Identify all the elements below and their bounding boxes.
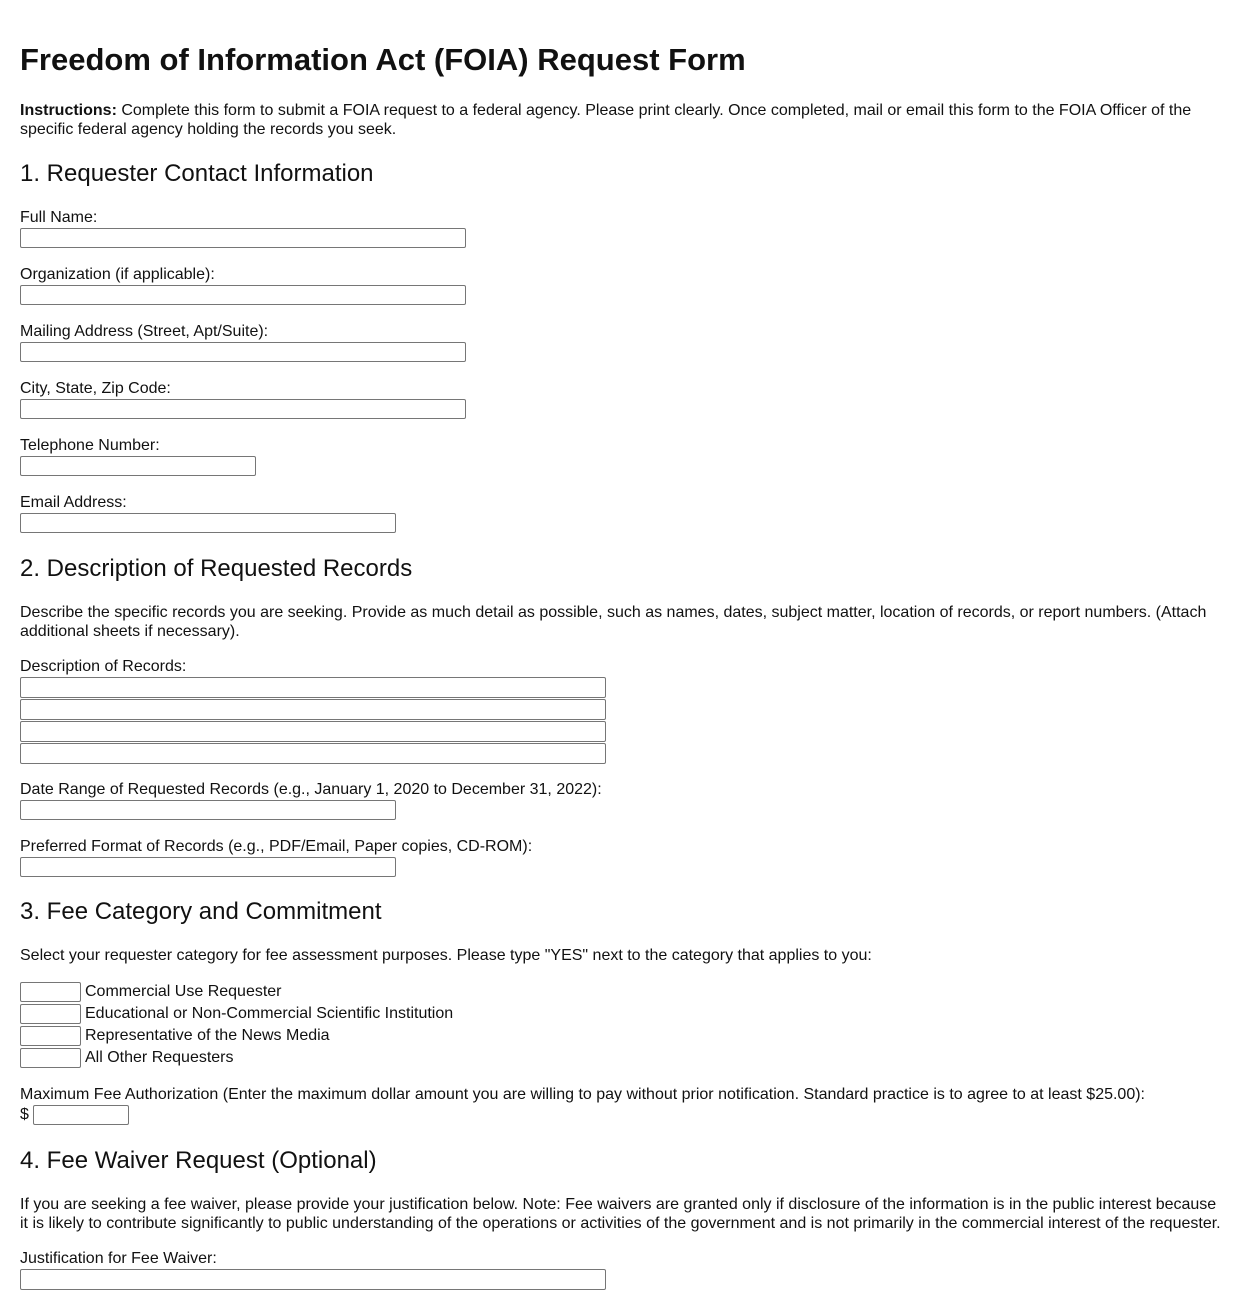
currency-symbol: $	[20, 1106, 29, 1123]
category-commercial-label: Commercial Use Requester	[85, 983, 282, 1000]
section4-heading: 4. Fee Waiver Request (Optional)	[20, 1147, 377, 1174]
section2-heading: 2. Description of Requested Records	[20, 555, 413, 582]
category-news-media-input[interactable]	[20, 1026, 81, 1046]
instructions-text: Complete this form to submit a FOIA request to a federal agency. Please print clearly. Once completed, mail or email this form to the FOIA Officer of the specific federal agency holding the records you seek.	[20, 102, 1192, 138]
organization-label: Organization (if applicable):	[20, 266, 215, 283]
category-other-input[interactable]	[20, 1048, 81, 1068]
max-fee-label: Maximum Fee Authorization (Enter the maximum dollar amount you are willing to pay without prior notification. Standard practice is to agree to at least $25.00):	[20, 1086, 1145, 1103]
description-line-4[interactable]	[20, 743, 606, 764]
email-input[interactable]	[20, 513, 396, 533]
category-educational-input[interactable]	[20, 1004, 81, 1024]
category-news-media-label: Representative of the News Media	[85, 1027, 330, 1044]
email-label: Email Address:	[20, 494, 127, 511]
mailing-address-label: Mailing Address (Street, Apt/Suite):	[20, 323, 269, 340]
city-state-zip-input[interactable]	[20, 399, 466, 419]
category-other-label: All Other Requesters	[85, 1049, 234, 1066]
section2-intro: Describe the specific records you are seeking. Provide as much detail as possible, such as names, dates, subject matter, location of records, or report numbers. (Attach additional sheets if necessary).	[20, 604, 1207, 640]
format-input[interactable]	[20, 857, 396, 877]
category-commercial-input[interactable]	[20, 982, 81, 1002]
date-range-input[interactable]	[20, 800, 396, 820]
section4-intro: If you are seeking a fee waiver, please provide your justification below. Note: Fee waivers are granted only if disclosure of the information is in the public interest because it is likely to contribute significantly to public understanding of the operations or activities of the government and is not primarily in the commercial interest of the requester.	[20, 1196, 1221, 1232]
instructions-paragraph	[20, 101, 1227, 139]
mailing-address-input[interactable]	[20, 342, 466, 362]
description-line-2[interactable]	[20, 699, 606, 720]
section3-heading: 3. Fee Category and Commitment	[20, 898, 382, 925]
section1-heading: 1. Requester Contact Information	[20, 160, 374, 187]
justification-line-1[interactable]	[20, 1269, 606, 1290]
max-fee-input[interactable]	[33, 1105, 129, 1125]
section3-intro: Select your requester category for fee assessment purposes. Please type "YES" next to the category that applies to you:	[20, 947, 872, 964]
description-line-3[interactable]	[20, 721, 606, 742]
format-label: Preferred Format of Records (e.g., PDF/Email, Paper copies, CD-ROM):	[20, 838, 533, 855]
description-line-1[interactable]	[20, 677, 606, 698]
page-title: Freedom of Information Act (FOIA) Request Form	[20, 42, 746, 77]
full-name-label: Full Name:	[20, 209, 98, 226]
city-state-zip-label: City, State, Zip Code:	[20, 380, 171, 397]
telephone-input[interactable]	[20, 456, 256, 476]
category-educational-label: Educational or Non-Commercial Scientific Institution	[85, 1005, 454, 1022]
telephone-label: Telephone Number:	[20, 437, 160, 454]
instructions-lead: Instructions:	[20, 102, 117, 119]
organization-input[interactable]	[20, 285, 466, 305]
justification-label: Justification for Fee Waiver:	[20, 1250, 217, 1267]
description-label: Description of Records:	[20, 658, 187, 675]
full-name-input[interactable]	[20, 228, 466, 248]
date-range-label: Date Range of Requested Records (e.g., January 1, 2020 to December 31, 2022):	[20, 781, 602, 798]
